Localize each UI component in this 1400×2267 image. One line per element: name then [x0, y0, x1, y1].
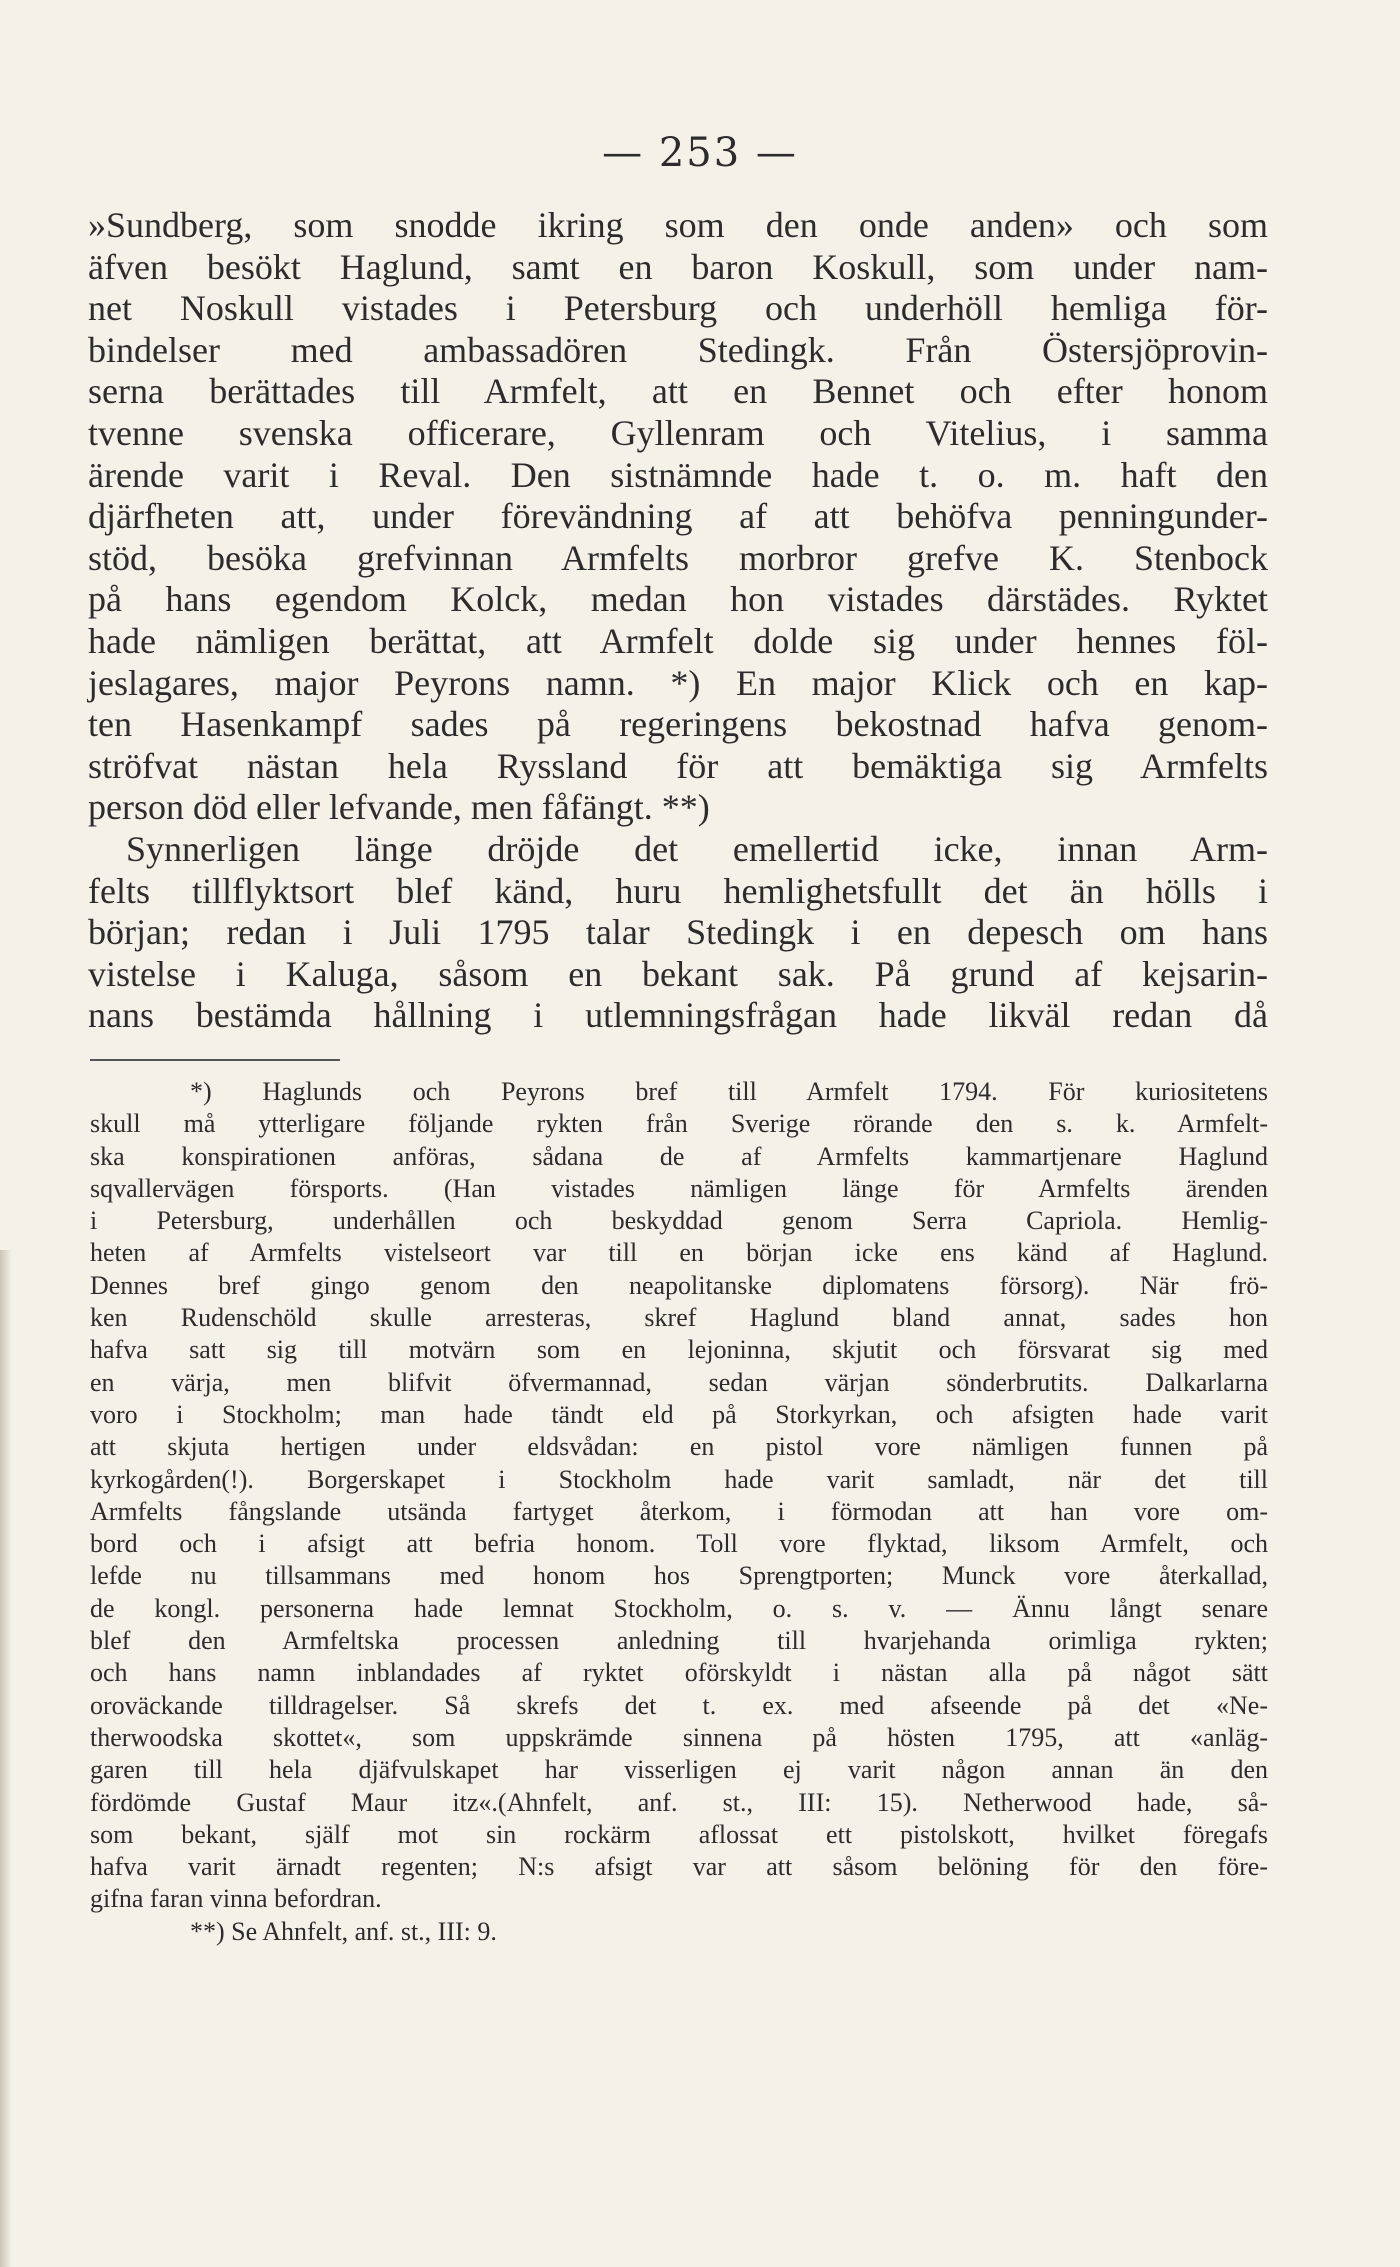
body-line: hade nämligen berättat, att Armfelt dolde sig under hennes föl-: [88, 620, 1268, 661]
body-line: på hans egendom Kolck, medan hon vistades därstädes. Ryktet: [88, 579, 1268, 620]
body-line: »Sundberg, som snodde ikring som den onde anden» och som: [88, 205, 1268, 245]
body-line: ärende varit i Reval. Den sistnämnde hade t. o. m. haft den: [88, 454, 1268, 495]
footnote-line: fördömde Gustaf Maur itz«.(Ahnfelt, anf. st., III: 15). Netherwood hade, så-: [90, 1787, 1268, 1817]
footnote-line: som bekant, själf mot sin rockärm aflossat ett pistolskott, hvilket föregafs: [90, 1819, 1268, 1849]
footnote-line: therwoodska skottet«, som uppskrämde sinnena på hösten 1795, att «anläg-: [90, 1722, 1268, 1752]
footnote-line: heten af Armfelts vistelseort var till en början icke ens känd af Haglund.: [90, 1238, 1268, 1268]
body-line: felts tillflyktsort blef känd, huru hemlighetsfullt det än hölls i: [88, 870, 1268, 911]
body-line: ten Hasenkampf sades på regeringens bekostnad hafva genom-: [88, 704, 1268, 745]
body-line: serna berättades till Armfelt, att en Bennet och efter honom: [88, 371, 1268, 412]
page-number: — 253 —: [602, 130, 798, 176]
footnote-line: hafva varit ärnadt regenten; N:s afsigt var att såsom belöning för den före-: [90, 1852, 1268, 1882]
footnote-line: Armfelts fångslande utsända fartyget återkom, i förmodan att han vore om-: [90, 1496, 1268, 1526]
body-line: bindelser med ambassadören Stedingk. Från Östersjöprovin-: [88, 329, 1268, 370]
footnote-line: Dennes bref gingo genom den neapolitanske diplomatens försorg). När frö-: [90, 1270, 1268, 1300]
body-line: stöd, besöka grefvinnan Armfelts morbror grefve K. Stenbock: [88, 537, 1268, 578]
footnote-line: ken Rudenschöld skulle arresteras, skref Haglund bland annat, sades hon: [90, 1303, 1268, 1333]
page-edge-shadow: [0, 1250, 12, 2267]
body-line: net Noskull vistades i Petersburg och underhöll hemliga för-: [88, 288, 1268, 329]
footnote-line: en värja, men blifvit öfvermannad, sedan värjan sönderbrutits. Dalkarlarna: [90, 1367, 1268, 1397]
footnote-line: i Petersburg, underhållen och beskyddad genom Serra Capriola. Hemlig-: [90, 1206, 1268, 1236]
footnotes: [90, 1076, 1268, 1948]
footnote-line: kyrkogården(!). Borgerskapet i Stockholm hade varit samladt, när det till: [90, 1464, 1268, 1494]
body-line: ströfvat nästan hela Ryssland för att bemäktiga sig Armfelts: [88, 745, 1268, 786]
body-line: djärfheten att, under förevändning af att behöfva penningunder-: [88, 496, 1268, 537]
body-line: vistelse i Kaluga, såsom en bekant sak. På grund af kejsarin-: [88, 953, 1268, 994]
footnote-line: *) Haglunds och Peyrons bref till Armfelt 1794. För kuriositetens: [190, 1077, 1268, 1106]
footnote-line-end: gifna faran vinna befordran.: [90, 1884, 382, 1914]
body-line: början; redan i Juli 1795 talar Stedingk i en depesch om hans: [88, 912, 1268, 953]
body-line: nans bestämda hållning i utlemningsfrågan hade likväl redan då: [88, 995, 1268, 1036]
footnote-line: voro i Stockholm; man hade tändt eld på Storkyrkan, och afsigten hade varit: [90, 1399, 1268, 1429]
body-line-paragraph-start: Synnerligen länge dröjde det emellertid icke, innan Arm-: [126, 828, 1268, 869]
footnote-line-second: **) Se Ahnfelt, anf. st., III: 9.: [190, 1916, 497, 1946]
footnote-line: skull må ytterligare följande rykten från Sverige rörande den s. k. Armfelt-: [90, 1109, 1268, 1139]
footnote-line: de kongl. personerna hade lemnat Stockholm, o. s. v. — Ännu långt senare: [90, 1593, 1268, 1623]
footnote-line: bord och i afsigt att befria honom. Toll vore flyktad, liksom Armfelt, och: [90, 1529, 1268, 1559]
footnote-line: att skjuta hertigen under eldsvådan: en pistol vore nämligen funnen på: [90, 1432, 1268, 1462]
footnote-line: och hans namn inblandades af ryktet oförskyldt i nästan alla på något sätt: [90, 1658, 1268, 1688]
footnote-line: lefde nu tillsammans med honom hos Sprengtporten; Munck vore återkallad,: [90, 1561, 1268, 1591]
footnote-line: hafva satt sig till motvärn som en lejoninna, skjutit och försvarat sig med: [90, 1335, 1268, 1365]
body-line: äfven besökt Haglund, samt en baron Koskull, som under nam-: [88, 246, 1268, 287]
footnote-line: oroväckande tilldragelser. Så skrefs det t. ex. med afseende på det «Ne-: [90, 1690, 1268, 1720]
footnote-divider: [90, 1059, 340, 1061]
body-line: jeslagares, major Peyrons namn. *) En major Klick och en kap-: [88, 662, 1268, 703]
body-line-paragraph-end: person död eller lefvande, men fåfängt. **): [88, 787, 710, 828]
body-line: tvenne svenska officerare, Gyllenram och Vitelius, i samma: [88, 412, 1268, 453]
footnote-line: garen till hela djäfvulskapet har visserligen ej varit någon annan än den: [90, 1755, 1268, 1785]
footnote-line: sqvallervägen försports. (Han vistades nämligen länge för Armfelts ärenden: [90, 1173, 1268, 1203]
footnote-line: blef den Armfeltska processen anledning till hvarjehanda orimliga rykten;: [90, 1626, 1268, 1656]
footnote-line: ska konspirationen anföras, sådana de af Armfelts kammartjenare Haglund: [90, 1141, 1268, 1171]
body-text: [88, 205, 1268, 1037]
